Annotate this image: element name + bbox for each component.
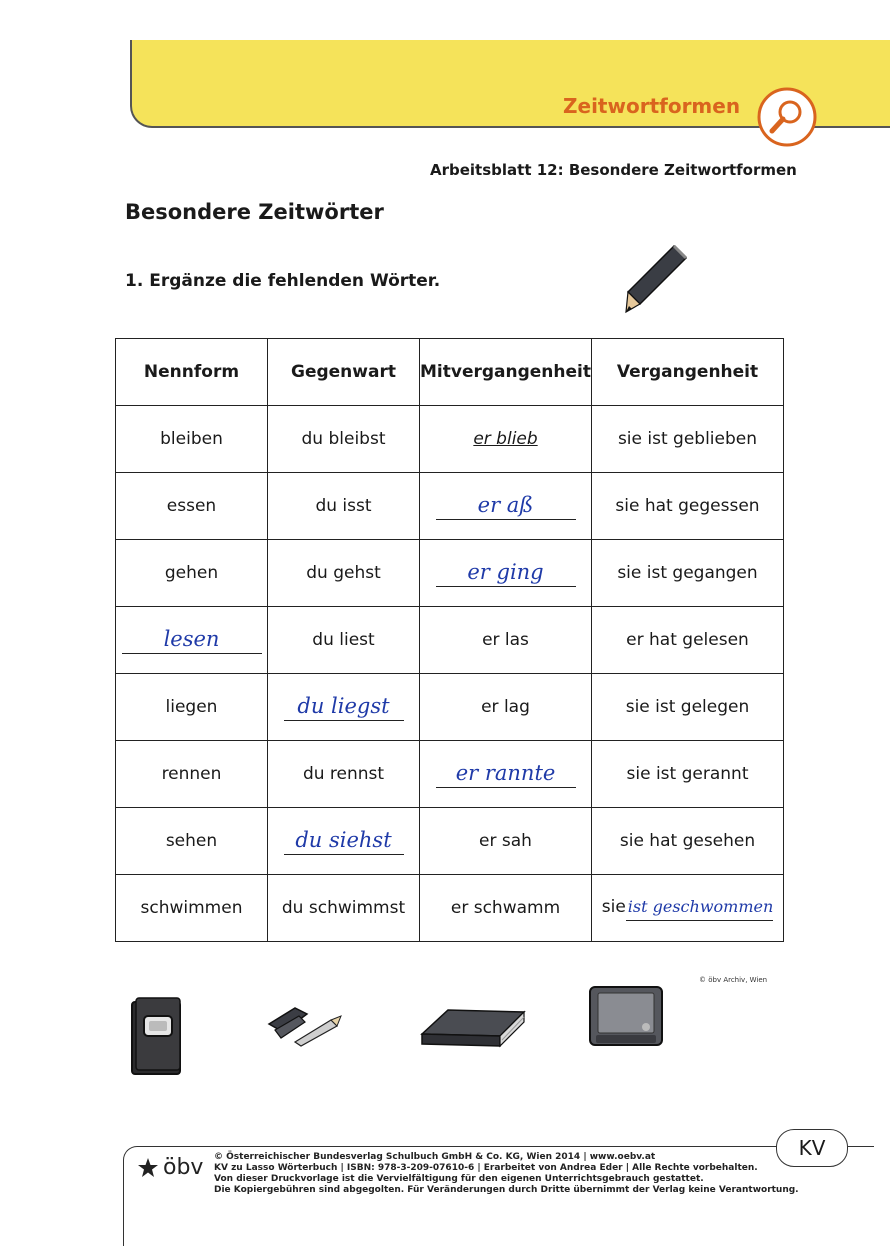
footer-text	[214, 1152, 799, 1196]
table-cell: essen	[116, 473, 268, 540]
table-cell: du isst	[268, 473, 420, 540]
table-cell	[420, 406, 592, 473]
star-logo-icon	[137, 1157, 159, 1179]
table-cell: liegen	[116, 674, 268, 741]
footer-line: KV zu Lasso Wörterbuch | ISBN: 978-3-209-07610-6 | Erarbeitet von Andrea Eder | Alle Rechte vorbehalten.	[214, 1163, 758, 1173]
table-row	[116, 875, 784, 942]
column-header: Nennform	[116, 339, 268, 406]
footer-divider	[848, 1146, 874, 1147]
publisher-logo	[137, 1155, 203, 1180]
magnifier-icon	[756, 86, 818, 148]
table-cell: sehen	[116, 808, 268, 875]
table-cell	[116, 607, 268, 674]
table-row	[116, 741, 784, 808]
table-cell: sie ist gelegen	[592, 674, 784, 741]
footer-line: Die Kopiergebühren sind abgegolten. Für Veränderungen durch Dritte übernimmt der Verlag keine Verantwortung.	[214, 1185, 799, 1195]
handwritten-answer: er rannte	[436, 761, 576, 788]
table-cell: er sah	[420, 808, 592, 875]
table-cell	[268, 808, 420, 875]
footer-line: © Österreichischer Bundesverlag Schulbuch GmbH & Co. KG, Wien 2014 | www.oebv.at	[214, 1152, 656, 1162]
table-cell: er schwamm	[420, 875, 592, 942]
table-cell	[268, 674, 420, 741]
mixed-answer	[602, 897, 774, 917]
handwritten-answer: lesen	[122, 627, 262, 654]
table-cell: du schwimmst	[268, 875, 420, 942]
printed-prefix: sie	[601, 897, 626, 917]
table-cell: du gehst	[268, 540, 420, 607]
table-cell: sie ist geblieben	[592, 406, 784, 473]
table-cell: du bleibst	[268, 406, 420, 473]
handwritten-answer: er aß	[436, 493, 576, 520]
table-row	[116, 540, 784, 607]
pencil-case-icon	[265, 1000, 345, 1048]
handwritten-answer: er ging	[436, 560, 576, 587]
footer-line: Von dieser Druckvorlage ist die Vervielfältigung für den eigenen Unterrichtsgebrauch gestattet.	[214, 1174, 704, 1184]
table-cell: sie hat gesehen	[592, 808, 784, 875]
table-cell	[420, 473, 592, 540]
column-header: Gegenwart	[268, 339, 420, 406]
table-cell: du liest	[268, 607, 420, 674]
kv-badge: KV	[776, 1129, 848, 1167]
section-heading: Besondere Zeitwörter	[125, 200, 384, 224]
table-cell: gehen	[116, 540, 268, 607]
table-row	[116, 808, 784, 875]
book-icon	[418, 1004, 528, 1048]
table-cell: sie ist gegangen	[592, 540, 784, 607]
page-title: Zeitwortformen	[563, 94, 741, 118]
table-cell: sie hat gegessen	[592, 473, 784, 540]
image-credit: © öbv Archiv, Wien	[699, 976, 768, 984]
slate-board-icon	[586, 983, 666, 1049]
table-cell: bleiben	[116, 406, 268, 473]
table-cell: er lag	[420, 674, 592, 741]
verb-table	[115, 338, 784, 942]
logo-text: öbv	[163, 1155, 204, 1180]
table-cell	[592, 875, 784, 942]
table-row	[116, 473, 784, 540]
column-header: Mitvergangenheit	[420, 339, 592, 406]
table-header-row	[116, 339, 784, 406]
table-row	[116, 406, 784, 473]
table-cell: schwimmen	[116, 875, 268, 942]
table-cell: er hat gelesen	[592, 607, 784, 674]
table-row	[116, 674, 784, 741]
handwritten-answer: du liegst	[284, 694, 404, 721]
handwritten-answer: ist geschwommen	[626, 895, 773, 921]
table-row	[116, 607, 784, 674]
handwritten-answer: du siehst	[284, 828, 404, 855]
notebook-icon	[128, 996, 184, 1078]
example-answer: er blieb	[473, 429, 538, 449]
table-cell: sie ist gerannt	[592, 741, 784, 808]
pencil-icon	[620, 240, 692, 316]
column-header: Vergangenheit	[592, 339, 784, 406]
table-cell	[420, 741, 592, 808]
table-cell: rennen	[116, 741, 268, 808]
task-instruction: 1. Ergänze die fehlenden Wörter.	[125, 271, 441, 291]
table-cell	[420, 540, 592, 607]
table-cell: du rennst	[268, 741, 420, 808]
worksheet-label: Arbeitsblatt 12: Besondere Zeitwortformen	[430, 161, 797, 179]
table-cell: er las	[420, 607, 592, 674]
